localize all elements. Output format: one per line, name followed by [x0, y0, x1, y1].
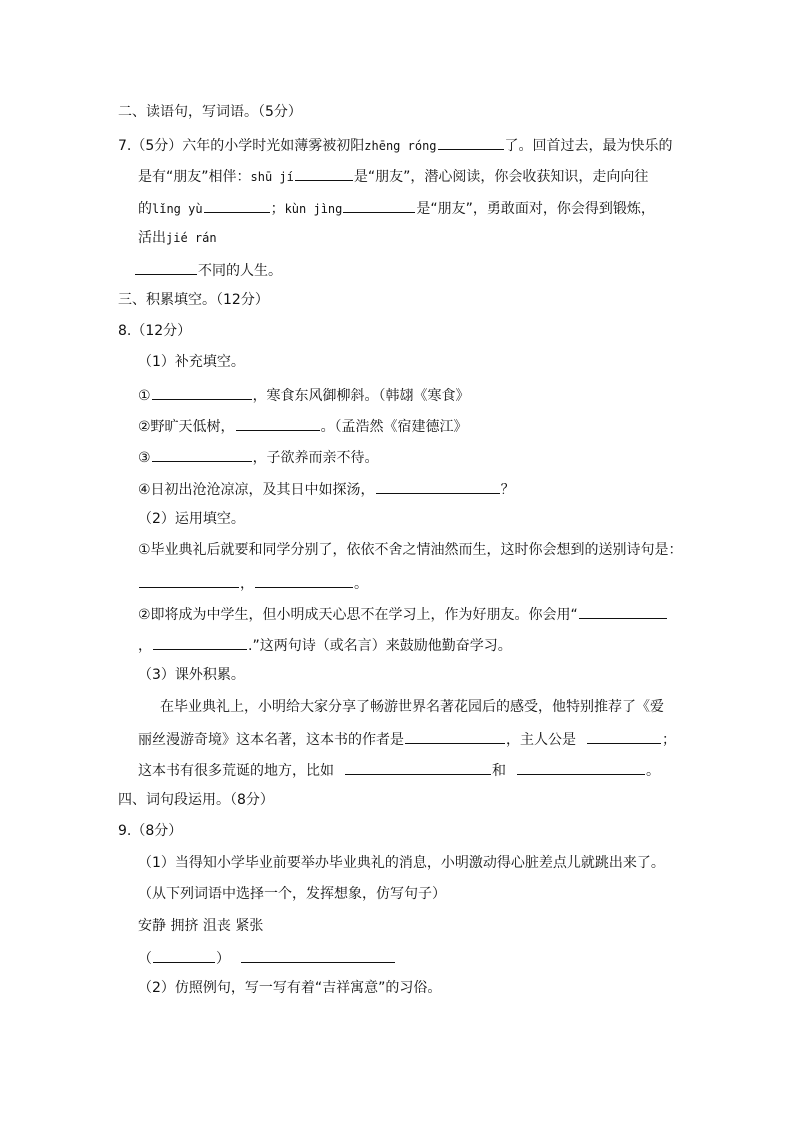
q7-line-4: 活出jié rán	[138, 230, 217, 246]
answer-blank[interactable]	[135, 259, 197, 275]
q8-usage-1-blanks: ， 。	[138, 572, 368, 594]
answer-blank[interactable]	[204, 197, 270, 213]
answer-blank[interactable]	[236, 415, 320, 431]
q7-line-1: 7.（5分）六年的小学时光如薄雾被初阳zhēng róng 了。回首过去，最为快乐的	[118, 134, 673, 156]
answer-blank[interactable]	[152, 446, 252, 462]
answer-blank[interactable]	[579, 603, 667, 619]
q8-extra-3: 这本书有很多荒诞的地方，比如 和 。	[138, 759, 660, 781]
q8-item-2: ②野旷天低树， 。（孟浩然《宿建德江》	[138, 415, 468, 437]
q8-extra-1: 在毕业典礼上，小明给大家分享了畅游世界名著花园后的感受，他特别推荐了《爱	[160, 699, 664, 715]
answer-blank[interactable]	[405, 728, 505, 744]
pinyin-jieran: jié rán	[166, 231, 217, 245]
pinyin-lingyu: lǐng yù	[152, 202, 203, 216]
q8-item-3: ③ ，子欲养而亲不待。	[138, 446, 379, 468]
q8-usage-2: ②即将成为中学生，但小明成天心思不在学习上，作为好朋友。你会用“	[138, 603, 668, 625]
answer-blank[interactable]	[139, 572, 239, 588]
q8-heading: 8.（12分）	[118, 323, 192, 339]
q9-part-1: （1）当得知小学毕业前要举办毕业典礼的消息，小明激动得心脏差点儿就跳出来了。	[138, 855, 665, 871]
q9-part-2: （2）仿照例句，写一写有着“吉祥寓意”的习俗。	[138, 980, 442, 996]
q8-item-1: ① ，寒食东风御柳斜。（韩翃《寒食》	[138, 384, 470, 406]
answer-blank[interactable]	[587, 728, 661, 744]
pinyin-zhengrong: zhēng róng	[364, 139, 437, 153]
q9-part-1-note: （从下列词语中选择一个，发挥想象，仿写句子）	[138, 886, 446, 902]
q8-part-2-title: （2）运用填空。	[138, 511, 245, 527]
pinyin-kunjing: kùn jìng	[284, 202, 343, 216]
answer-blank[interactable]	[241, 947, 395, 963]
section-3-title: 三、积累填空。（12分）	[118, 292, 269, 308]
answer-blank[interactable]	[295, 165, 353, 181]
q7-line-2: 是有“朋友”相伴：shū jí 是“朋友”，潜心阅读，你会收获知识，走向向往	[138, 165, 648, 187]
q7-line-5: 不同的人生。	[134, 259, 282, 281]
answer-blank[interactable]	[438, 134, 504, 150]
q7-line-3: 的lǐng yù ；kùn jìng 是“朋友”，勇敢面对，你会得到锻炼，	[138, 197, 655, 219]
q8-part-1-title: （1）补充填空。	[138, 354, 245, 370]
answer-blank[interactable]	[153, 947, 215, 963]
answer-blank[interactable]	[255, 572, 353, 588]
q9-word-choices: 安静 拥挤 沮丧 紧张	[138, 918, 264, 934]
q8-extra-2: 丽丝漫游奇境》这本名著，这本书的作者是 ，主人公是 ；	[138, 728, 676, 750]
answer-blank[interactable]	[345, 759, 491, 775]
q8-item-4: ④日初出沧沧凉凉，及其日中如探汤， ？	[138, 478, 515, 500]
q9-answer-line: （ ）	[138, 947, 396, 969]
answer-blank[interactable]	[517, 759, 645, 775]
pinyin-shuji: shū jí	[250, 170, 294, 184]
section-2-title: 二、读语句，写词语。（5分）	[118, 104, 302, 120]
q8-usage-1: ①毕业典礼后就要和同学分别了，依依不舍之情油然而生，这时你会想到的送别诗句是：	[138, 542, 683, 558]
section-4-title: 四、词句段运用。（8分）	[118, 792, 274, 808]
answer-blank[interactable]	[376, 478, 500, 494]
answer-blank[interactable]	[343, 197, 415, 213]
answer-blank[interactable]	[152, 384, 252, 400]
q8-part-3-title: （3）课外积累。	[138, 667, 245, 683]
answer-blank[interactable]	[153, 634, 247, 650]
q9-heading: 9.（8分）	[118, 823, 183, 839]
q8-usage-2-cont: ， .”这两句诗（或名言）来鼓励他勤奋学习。	[138, 634, 512, 656]
